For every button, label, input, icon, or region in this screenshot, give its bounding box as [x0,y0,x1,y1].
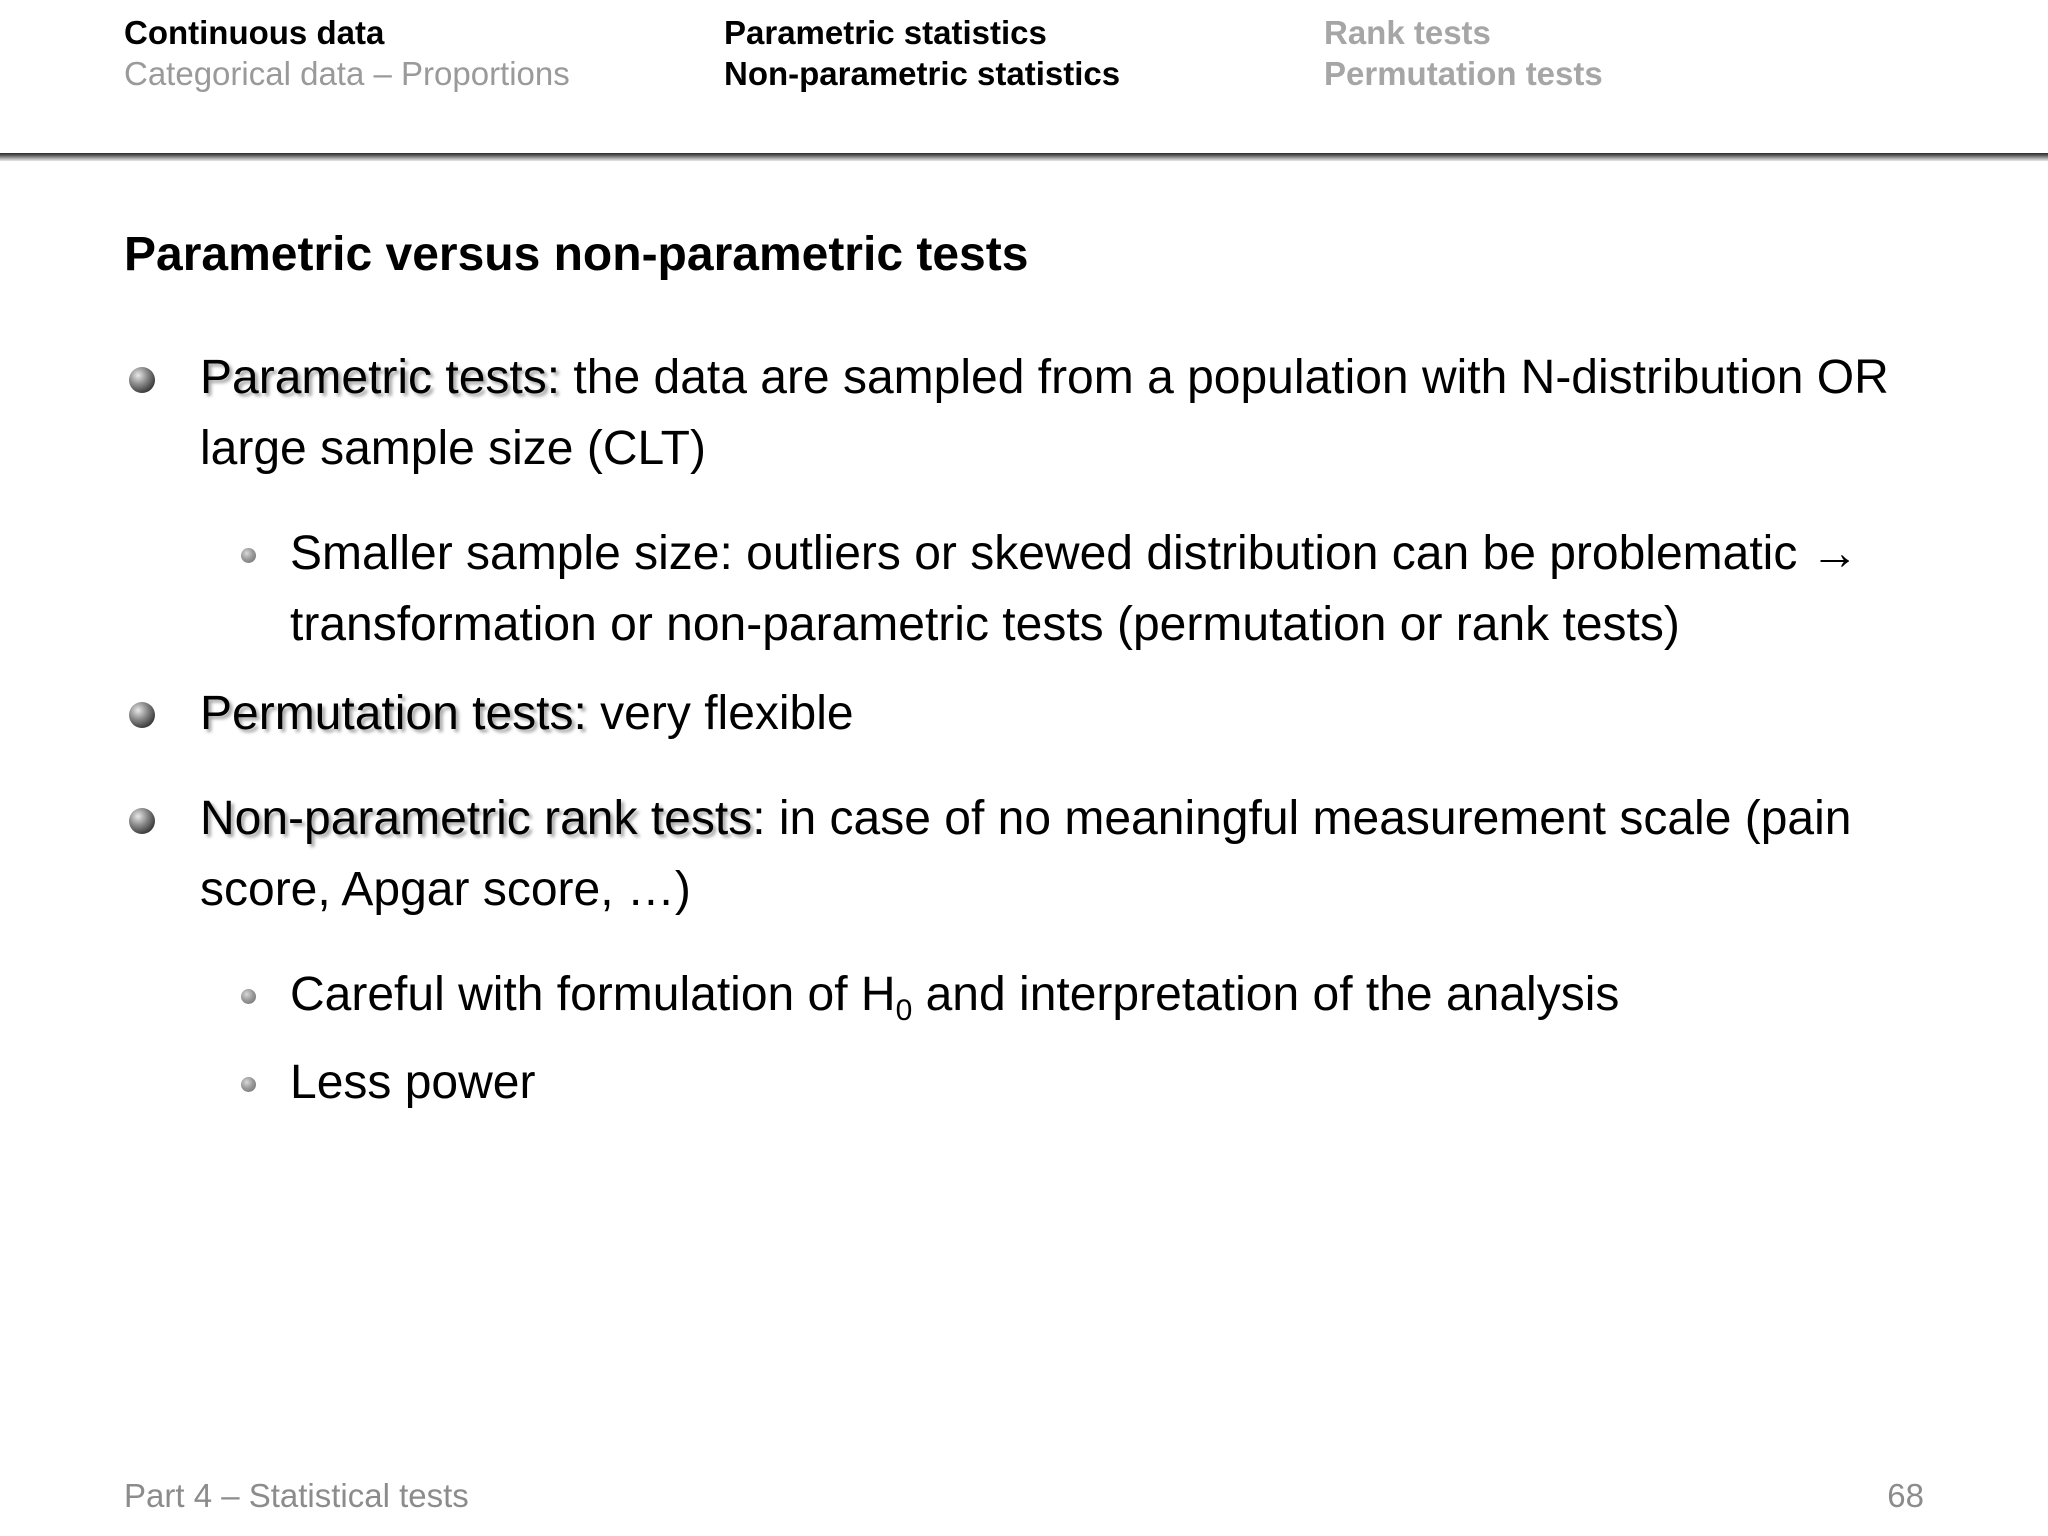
nav-item-categorical-data[interactable]: Categorical data – Proportions [124,55,570,92]
nav-item-parametric-statistics[interactable]: Parametric statistics [724,14,1047,51]
sub-bullet-dot-icon [241,548,256,563]
bullet-permutation-tests [200,678,1990,749]
sub-bullet-dot-icon [241,989,256,1004]
section-navigation [0,0,2048,150]
footer-section-label: Part 4 – Statistical tests [124,1477,469,1514]
bullet-text: very flexible [586,687,854,740]
bullet-text: the data are sampled from a population with N-distribution OR large sample size (CLT) [200,351,1889,475]
sub-bullet-careful-formulation [290,959,1990,1030]
sub-bullet-text-after: and interpretation of the analysis [912,968,1620,1021]
bullet-term: Non-parametric rank tests [200,792,753,845]
nav-item-rank-tests[interactable]: Rank tests [1324,14,1491,51]
sub-bullet-less-power: Less power [290,1056,536,1109]
nav-item-non-parametric-statistics[interactable]: Non-parametric statistics [724,55,1121,92]
sub-bullet-smaller-sample-size: Smaller sample size: outliers or skewed distribution can be problematic → transformation or non-parametric tests (permutation or rank tests) [290,527,1859,651]
nav-column-statistics [724,12,1120,94]
subscript-zero: 0 [895,994,913,1027]
page-number: 68 [1887,1477,1924,1514]
bullet-text: : in case of no meaningful measurement scale (pain score, Apgar score, …) [200,792,1852,916]
bullet-sphere-icon [129,367,155,393]
bullet-sphere-icon [129,702,155,728]
nav-item-permutation-tests[interactable]: Permutation tests [1324,55,1603,92]
sub-bullet-text-before: Careful with formulation of H [290,968,896,1021]
bullet-term: Parametric tests: [200,351,561,404]
sub-bullet-dot-icon [241,1077,256,1092]
slide-title: Parametric versus non-parametric tests [124,228,1029,281]
nav-column-tests [1324,12,1603,94]
nav-column-data-types [124,12,570,94]
bullet-sphere-icon [129,808,155,834]
header-divider [0,153,2048,161]
nav-item-continuous-data[interactable]: Continuous data [124,14,385,51]
bullet-non-parametric-rank-tests [200,783,1990,925]
bullet-parametric-tests [200,342,1990,484]
bullet-term: Permutation tests: [200,687,587,740]
